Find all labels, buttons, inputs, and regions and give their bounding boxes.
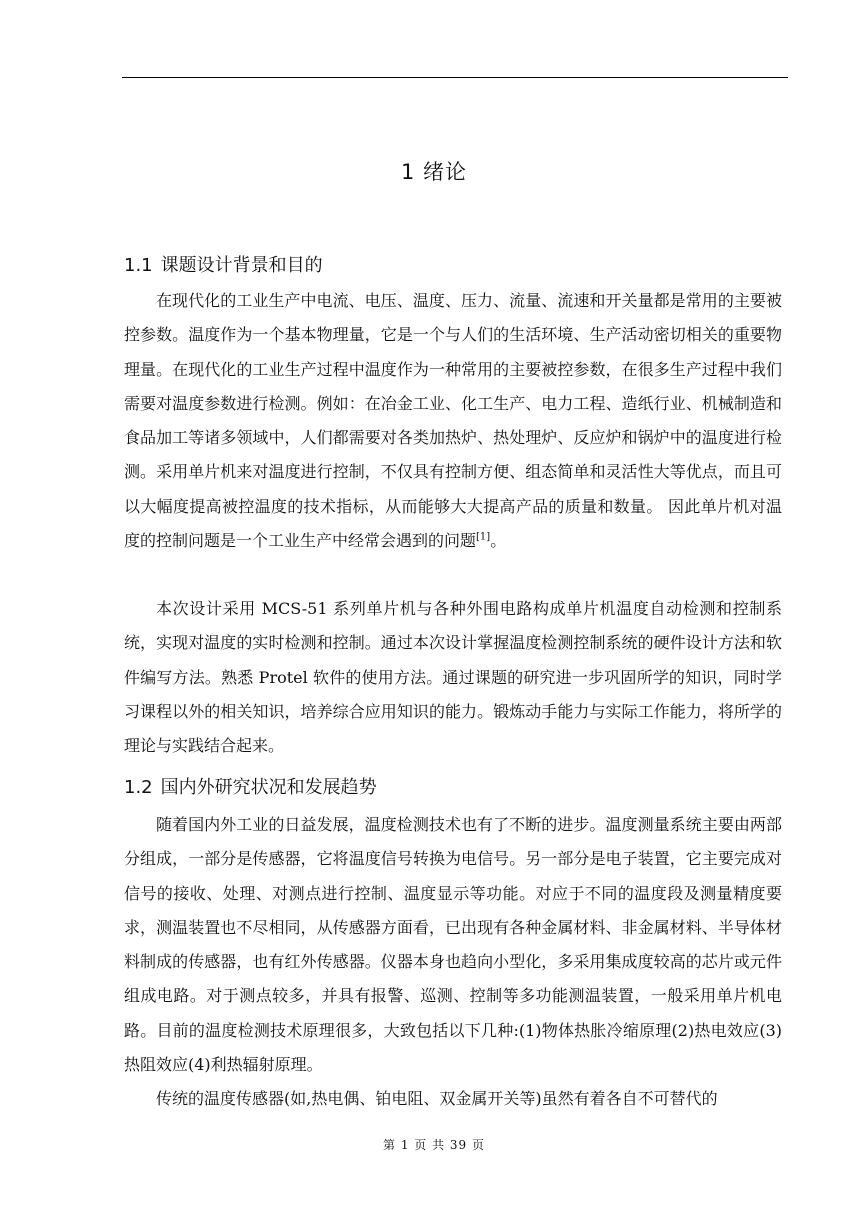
section-title-text: 课题设计背景和目的 [160, 255, 323, 276]
section-title-text: 国内外研究状况和发展趋势 [160, 777, 377, 798]
paragraph-research-status: 随着国内外工业的日益发展，温度检测技术也有了不断的进步。温度测量系统主要由两部分组成，一部分是传感器，它将温度信号转换为电信号。另一部分是电子装置，它主要完成对信号的接收、处理、对测点进行控制、温度显示等功能。对应于不同的温度段及测量精度要求，测温装置也不尽相同，从传感器方面看，已出现有各种金属材料、非金属材料、半导体材料制成的传感器，也有红外传感器。仪器本身也趋向小型化，多采用集成度较高的芯片或元件组成电路。对于测点较多，并具有报警、巡测、控制等多功能测温装置，一般采用单片机电路。目前的温度检测技术原理很多，大致包括以下几种:(1)物体热胀冷缩原理(2)热电效应(3)热阻效应(4)利热辐射原理。 [124, 815, 782, 1075]
paragraph-background [124, 284, 782, 558]
section-heading-1-2 [124, 773, 377, 799]
section-number: 1.2 [124, 777, 153, 798]
paragraph-end: 。 [490, 531, 507, 551]
paragraph-text: 在现代化的工业生产中电流、电压、温度、压力、流量、流速和开关量都是常用的主要被控参数。温度作为一个基本物理量，它是一个与人们的生活环境、生产活动密切相关的重要物理量。在现代化的工业生产过程中温度作为一种常用的主要被控参数，在很多生产过程中我们需要对温度参数进行检测。例如：在冶金工业、化工生产、电力工程、造纸行业、机械制造和食品加工等诸多领域中，人们都需要对各类加热炉、热处理炉、反应炉和锅炉中的温度进行检测。采用单片机来对温度进行控制，不仅具有控制方便、组态简单和灵活性大等优点，而且可以大幅度提高被控温度的技术指标，从而能够大大提高产品的质量和数量。 因此单片机对温度的控制问题是一个工业生产中经常会遇到的问题 [124, 291, 782, 551]
section-heading-1-1 [124, 251, 323, 277]
page-footer: 第 1 页 共 39 页 [383, 1138, 485, 1152]
chapter-title: 1 绪论 [400, 160, 468, 184]
section-number: 1.1 [124, 255, 153, 276]
header-rule [122, 77, 788, 78]
paragraph-purpose: 本次设计采用 MCS-51 系列单片机与各种外围电路构成单片机温度自动检测和控制系统，实现对温度的实时检测和控制。通过本次设计掌握温度检测控制系统的硬件设计方法和软件编写方法。熟悉 Protel 软件的使用方法。通过课题的研究进一步巩固所学的知识，同时学习课程以外的相关知识，培养综合应用知识的能力。锻炼动手能力与实际工作能力，将所学的理论与实践结合起来。 [124, 599, 782, 756]
paragraph-traditional-sensors: 传统的温度传感器(如,热电偶、铂电阻、双金属开关等)虽然有着各自不可替代的 [156, 1089, 718, 1108]
citation-marker: [1] [476, 531, 491, 543]
